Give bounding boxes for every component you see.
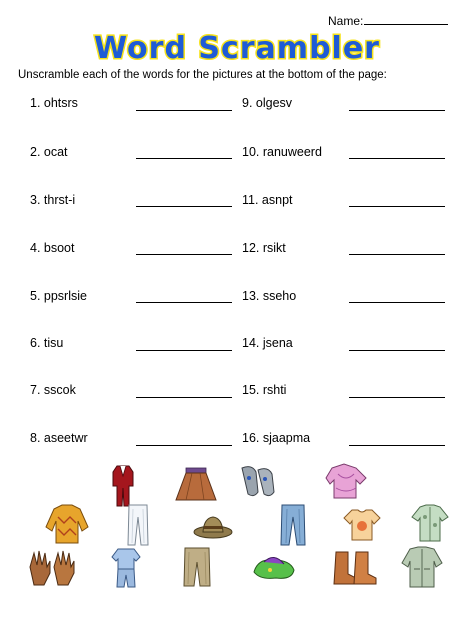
word-1: 1. ohtsrs [30, 96, 78, 110]
pants-icon [124, 503, 152, 547]
word-10: 10. ranuweerd [242, 145, 322, 159]
word-7: 7. sscok [30, 383, 76, 397]
answer-14[interactable] [349, 350, 445, 351]
answer-6[interactable] [136, 350, 232, 351]
answer-11[interactable] [349, 206, 445, 207]
hat-icon [192, 512, 234, 540]
pajama-shirt-icon [110, 547, 142, 589]
answer-7[interactable] [136, 397, 232, 398]
answer-9[interactable] [349, 110, 445, 111]
answer-2[interactable] [136, 158, 232, 159]
word-14: 14. jsena [242, 336, 293, 350]
answer-16[interactable] [349, 445, 445, 446]
answer-10[interactable] [349, 158, 445, 159]
word-6: 6. tisu [30, 336, 64, 350]
word-2: 2. ocat [30, 145, 68, 159]
shirt-icon [410, 503, 450, 543]
page-title [0, 30, 474, 71]
word-11: 11. asnpt [242, 193, 293, 207]
shoes-icon [238, 462, 278, 500]
jeans-icon [277, 503, 309, 547]
answer-1[interactable] [136, 110, 232, 111]
suit-icon [108, 462, 138, 508]
shorts-icon [180, 546, 214, 590]
answer-5[interactable] [136, 302, 232, 303]
answer-8[interactable] [136, 445, 232, 446]
word-5: 5. ppsrlsie [30, 289, 87, 303]
answer-15[interactable] [349, 397, 445, 398]
word-15: 15. rshti [242, 383, 287, 397]
word-16: 16. sjaapma [242, 431, 311, 445]
name-field[interactable] [364, 13, 448, 25]
word-3: 3. thrst-i [30, 193, 76, 207]
word-12: 12. rsikt [242, 241, 286, 255]
sweater-icon [44, 503, 90, 545]
skirt-icon [172, 466, 220, 504]
boots-icon [330, 548, 380, 588]
word-9: 9. olgesv [242, 96, 293, 110]
instructions: Unscramble each of the words for the pictures at the bottom of the page: [18, 69, 387, 81]
answer-13[interactable] [349, 302, 445, 303]
slipper-icon [250, 550, 298, 584]
answer-4[interactable] [136, 254, 232, 255]
answer-12[interactable] [349, 254, 445, 255]
gloves-icon [26, 547, 78, 589]
page-title-text: Word Scrambler [94, 31, 380, 66]
name-line [328, 13, 448, 28]
word-4: 4. bsoot [30, 241, 75, 255]
answer-3[interactable] [136, 206, 232, 207]
jacket-icon [400, 545, 444, 589]
word-8: 8. aseetwr [30, 431, 88, 445]
name-label: Name: [328, 14, 364, 28]
pajamas-icon [324, 462, 368, 502]
tshirt-icon [342, 508, 382, 542]
word-13: 13. sseho [242, 289, 297, 303]
